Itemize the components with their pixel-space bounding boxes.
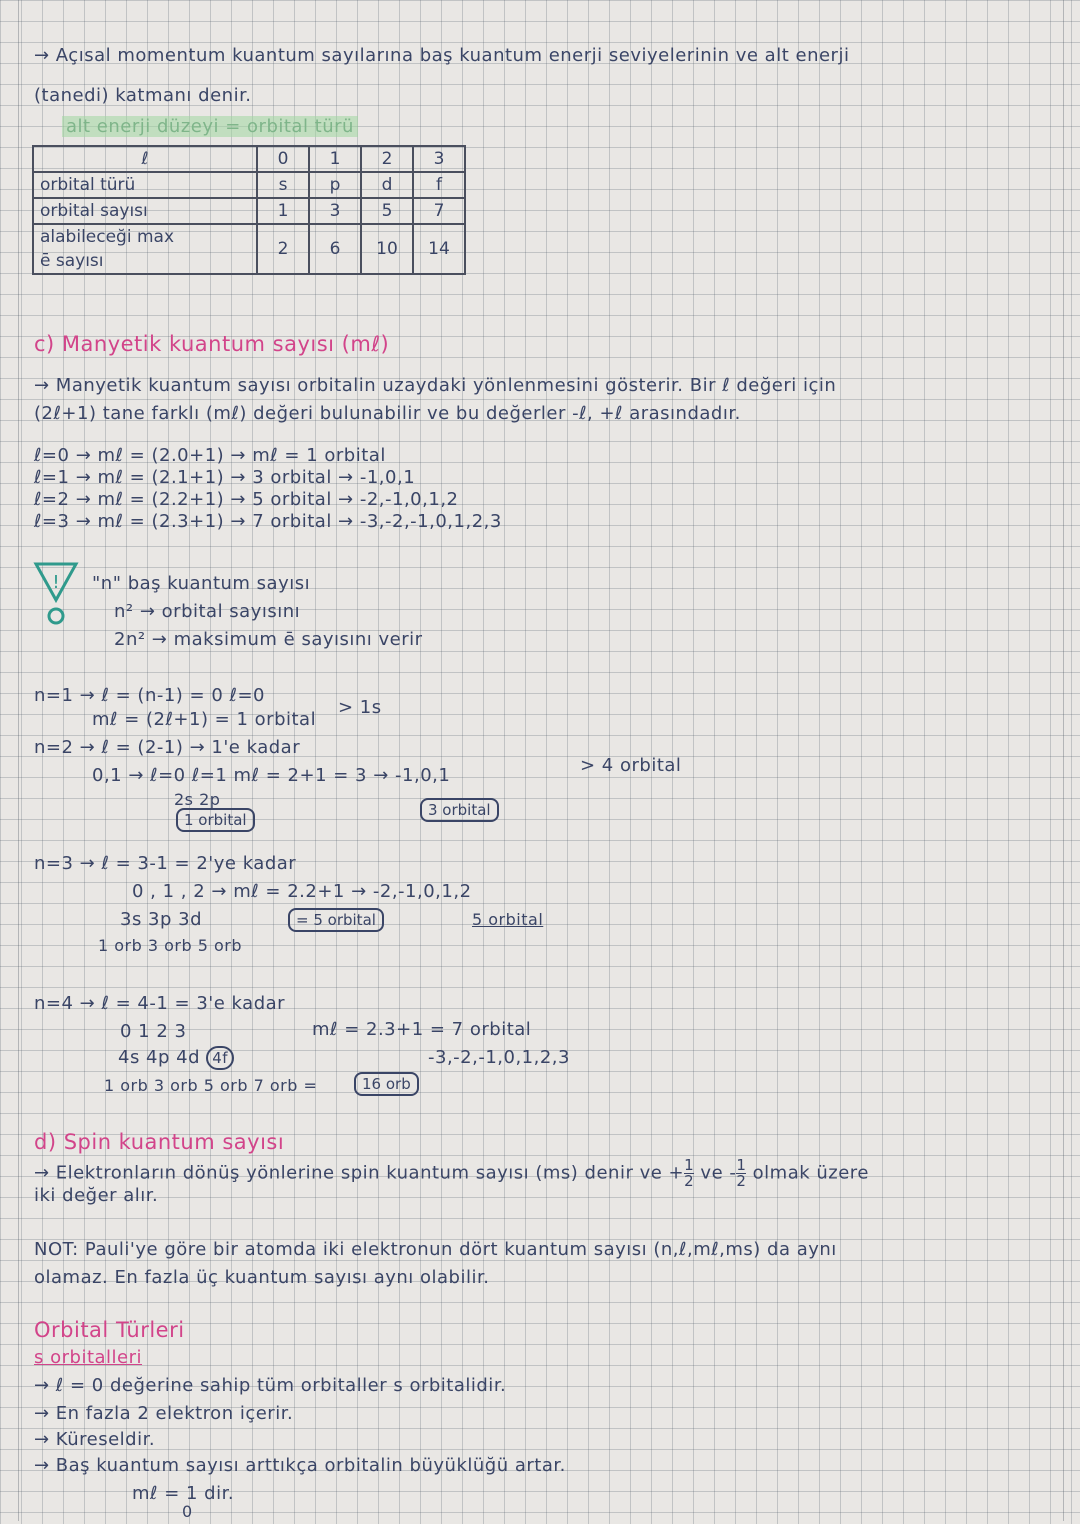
table-cell: f: [413, 172, 465, 198]
n4-line-3: [118, 1046, 234, 1070]
intro-line-1: → Açısal momentum kuantum sayılarına baş kuantum enerji seviyelerinin ve alt enerji: [34, 45, 850, 66]
table-row-label: alabileceği max: [33, 224, 257, 249]
n4-sublevels: 4s 4p 4d: [118, 1047, 201, 1068]
n4-line-1: n=4 → ℓ = 4-1 = 3'e kadar: [34, 993, 286, 1014]
section-c-title: c) Manyetik kuantum sayısı (mℓ): [34, 332, 390, 356]
n2-box-1: 1 orbital: [176, 808, 255, 832]
table-row-label: orbital türü: [33, 172, 257, 198]
ml-equation-0: ℓ=0 → mℓ = (2.0+1) → mℓ = 1 orbital: [34, 445, 386, 466]
table-cell: 10: [361, 224, 413, 274]
s-orbitals-subtitle: s orbitalleri: [34, 1347, 143, 1368]
plus-sign: +: [668, 1162, 685, 1184]
section-c-line-1: → Manyetik kuantum sayısı orbitalin uzaydaki yönlenmesini gösterir. Bir ℓ değeri için: [34, 375, 837, 396]
table-cell: 1: [257, 198, 309, 224]
spin-end: olmak üzere: [752, 1162, 869, 1184]
table-cell: 7: [413, 198, 465, 224]
s-orbital-bullet-1: → ℓ = 0 değerine sahip tüm orbitaller s orbitalidir.: [34, 1375, 507, 1396]
pauli-note-line-1: NOT: Pauli'ye göre bir atomda iki elektronun dört kuantum sayısı (n,ℓ,mℓ,ms) da aynı: [34, 1239, 837, 1260]
ml-equation-3: ℓ=3 → mℓ = (2.3+1) → 7 orbital → -3,-2,-1,0,1,2,3: [34, 511, 502, 532]
n3-line-4: 1 orb 3 orb 5 orb: [98, 936, 243, 955]
n3-underline: 5 orbital: [472, 910, 544, 929]
table-cell: 2: [257, 224, 309, 274]
intro-highlight: alt enerji düzeyi = orbital türü: [62, 115, 358, 139]
note-n-line-1: n² → orbital sayısını: [114, 601, 301, 622]
n1-line-2: mℓ = (2ℓ+1) = 1 orbital: [92, 709, 317, 730]
table-header-row: [33, 146, 465, 172]
table-cell: s: [257, 172, 309, 198]
ml-equation-2: ℓ=2 → mℓ = (2.2+1) → 5 orbital → -2,-1,0,1,2: [34, 489, 459, 510]
ml-equation-1: ℓ=1 → mℓ = (2.1+1) → 3 orbital → -1,0,1: [34, 467, 416, 488]
pauli-note-line-2: olamaz. En fazla üç kuantum sayısı aynı olabilir.: [34, 1267, 490, 1288]
n3-line-3: 3s 3p 3d: [120, 909, 203, 930]
table-cell: d: [361, 172, 413, 198]
n2-box-2: 3 orbital: [420, 798, 499, 822]
n3-line-2: 0 , 1 , 2 → mℓ = 2.2+1 → -2,-1,0,1,2: [132, 881, 472, 902]
table-cell: 3: [309, 198, 361, 224]
table-row: [33, 172, 465, 198]
orbital-types-title: Orbital Türleri: [34, 1318, 185, 1342]
table-row: [33, 224, 465, 249]
section-d-line-1: [34, 1158, 869, 1189]
table-row-label: ē sayısı: [33, 249, 257, 274]
n2-line-1: n=2 → ℓ = (2-1) → 1'e kadar: [34, 737, 301, 758]
table-header-cell: 2: [361, 146, 413, 172]
svg-text:!: !: [52, 572, 60, 593]
n4-4f-circle: 4f: [206, 1046, 234, 1070]
orbital-table: [32, 145, 466, 275]
table-header-cell: 0: [257, 146, 309, 172]
n4-line-2: 0 1 2 3: [120, 1021, 187, 1042]
spin-text: → Elektronların dönüş yönlerine spin kuantum sayısı (ms) denir ve: [34, 1162, 663, 1184]
s-orbital-subscript: 0: [182, 1502, 193, 1521]
note-n-title: "n" baş kuantum sayısı: [92, 573, 311, 594]
table-header-l: ℓ: [33, 146, 257, 172]
table-row-label: orbital sayısı: [33, 198, 257, 224]
n1-line-1: n=1 → ℓ = (n-1) = 0 ℓ=0: [34, 685, 265, 706]
s-orbital-bullet-4: → Baş kuantum sayısı arttıkça orbitalin büyüklüğü artar.: [34, 1455, 566, 1476]
n2-line-2: 0,1 → ℓ=0 ℓ=1 mℓ = 2+1 = 3 → -1,0,1: [92, 765, 451, 786]
n2-line-3: 2s 2p: [174, 790, 221, 809]
fraction-half: $\frac{1}{2}$: [736, 1156, 747, 1190]
n1-result: > 1s: [338, 697, 382, 718]
intro-line-2: (tanedi) katmanı denir.: [34, 85, 252, 106]
n3-box: = 5 orbital: [288, 908, 384, 932]
n2-total: > 4 orbital: [580, 755, 682, 776]
note-n-line-2: 2n² → maksimum ē sayısını verir: [114, 629, 423, 650]
warning-icon: [32, 560, 80, 630]
section-d-title: d) Spin kuantum sayısı: [34, 1130, 285, 1154]
s-orbital-bullet-2: → En fazla 2 elektron içerir.: [34, 1403, 294, 1424]
table-header-cell: 3: [413, 146, 465, 172]
n4-equation: mℓ = 2.3+1 = 7 orbital: [312, 1019, 532, 1040]
table-cell: 14: [413, 224, 465, 274]
table-cell: 6: [309, 224, 361, 274]
fraction-half: $\frac{1}{2}$: [684, 1156, 695, 1190]
s-orbital-bullet-3: → Küreseldir.: [34, 1429, 156, 1450]
n3-line-1: n=3 → ℓ = 3-1 = 2'ye kadar: [34, 853, 297, 874]
section-d-line-2: iki değer alır.: [34, 1185, 159, 1206]
table-row: [33, 198, 465, 224]
n4-values: -3,-2,-1,0,1,2,3: [428, 1047, 570, 1068]
n4-line-4: 1 orb 3 orb 5 orb 7 orb =: [104, 1076, 318, 1095]
s-orbital-bullet-5: mℓ = 1 dir.: [132, 1483, 235, 1504]
table-cell: 5: [361, 198, 413, 224]
n4-box: 16 orb: [354, 1072, 419, 1096]
table-cell: p: [309, 172, 361, 198]
table-header-cell: 1: [309, 146, 361, 172]
section-c-line-2: (2ℓ+1) tane farklı (mℓ) değeri bulunabilir ve bu değerler -ℓ, +ℓ arasındadır.: [34, 403, 741, 424]
spin-mid: ve -: [700, 1162, 737, 1184]
